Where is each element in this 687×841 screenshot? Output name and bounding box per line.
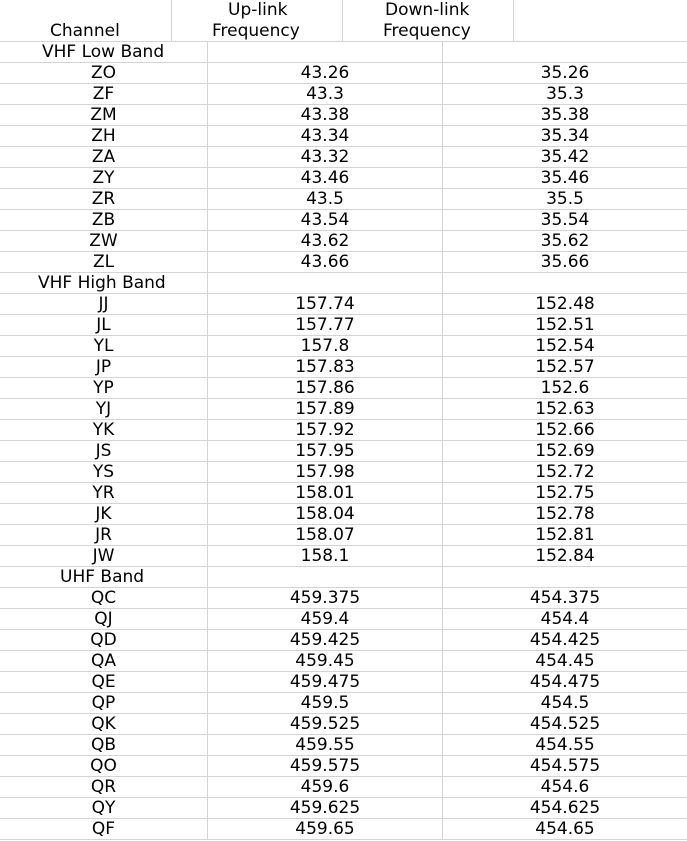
downlink-cell	[443, 42, 687, 63]
downlink-cell: 152.54	[443, 336, 687, 357]
uplink-cell: 459.475	[208, 672, 443, 693]
downlink-cell: 152.78	[443, 504, 687, 525]
uplink-cell: 43.26	[208, 63, 443, 84]
downlink-cell: 35.5	[443, 189, 687, 210]
downlink-cell: 454.4	[443, 609, 687, 630]
uplink-cell: 158.07	[208, 525, 443, 546]
channel-cell: ZA	[0, 147, 208, 168]
table-row	[0, 651, 687, 672]
downlink-cell: 454.375	[443, 588, 687, 609]
table-row	[0, 231, 687, 252]
table-row	[0, 819, 687, 840]
uplink-cell: 43.62	[208, 231, 443, 252]
channel-cell: ZR	[0, 189, 208, 210]
uplink-cell: 459.6	[208, 777, 443, 798]
uplink-cell: 459.425	[208, 630, 443, 651]
table-row	[0, 609, 687, 630]
channel-cell: YR	[0, 483, 208, 504]
channel-cell: ZL	[0, 252, 208, 273]
downlink-cell: 454.625	[443, 798, 687, 819]
downlink-cell: 454.425	[443, 630, 687, 651]
channel-cell: YS	[0, 462, 208, 483]
downlink-cell: 454.525	[443, 714, 687, 735]
downlink-cell: 35.38	[443, 105, 687, 126]
section-row	[0, 567, 687, 588]
channel-cell: ZF	[0, 84, 208, 105]
uplink-cell: 157.74	[208, 294, 443, 315]
channel-cell: QR	[0, 777, 208, 798]
uplink-cell: 43.66	[208, 252, 443, 273]
channel-cell: JP	[0, 357, 208, 378]
downlink-cell: 35.34	[443, 126, 687, 147]
table-row	[0, 777, 687, 798]
channel-cell: QK	[0, 714, 208, 735]
uplink-cell: 157.89	[208, 399, 443, 420]
channel-cell: JS	[0, 441, 208, 462]
header-channel	[0, 0, 172, 42]
downlink-cell: 152.84	[443, 546, 687, 567]
downlink-cell: 454.65	[443, 819, 687, 840]
downlink-cell: 152.48	[443, 294, 687, 315]
section-row	[0, 42, 687, 63]
channel-cell: YK	[0, 420, 208, 441]
uplink-cell: 157.83	[208, 357, 443, 378]
table-row	[0, 126, 687, 147]
header-channel-label: Channel	[50, 21, 120, 41]
downlink-cell: 35.42	[443, 147, 687, 168]
uplink-cell: 158.1	[208, 546, 443, 567]
channel-cell: ZM	[0, 105, 208, 126]
downlink-cell: 35.66	[443, 252, 687, 273]
downlink-cell	[443, 567, 687, 588]
channel-cell: QE	[0, 672, 208, 693]
header-downlink-line2: Frequency	[383, 21, 471, 41]
table-row	[0, 378, 687, 399]
table-row	[0, 189, 687, 210]
downlink-cell: 35.3	[443, 84, 687, 105]
downlink-cell: 152.72	[443, 462, 687, 483]
downlink-cell: 152.6	[443, 378, 687, 399]
table-row	[0, 147, 687, 168]
downlink-cell: 454.575	[443, 756, 687, 777]
channel-cell: JJ	[0, 294, 208, 315]
channel-cell: QA	[0, 651, 208, 672]
uplink-cell: 43.3	[208, 84, 443, 105]
channel-cell: ZH	[0, 126, 208, 147]
table-row	[0, 210, 687, 231]
uplink-cell: 43.32	[208, 147, 443, 168]
uplink-cell: 459.5	[208, 693, 443, 714]
section-label: UHF Band	[0, 567, 208, 588]
table-row	[0, 294, 687, 315]
channel-cell: QJ	[0, 609, 208, 630]
header-uplink-line1: Up-link	[228, 0, 288, 20]
table-row	[0, 336, 687, 357]
channel-cell: QO	[0, 756, 208, 777]
table-row	[0, 756, 687, 777]
table-row	[0, 588, 687, 609]
uplink-cell: 459.45	[208, 651, 443, 672]
downlink-cell: 35.54	[443, 210, 687, 231]
channel-cell: QP	[0, 693, 208, 714]
table-row	[0, 483, 687, 504]
uplink-cell: 459.525	[208, 714, 443, 735]
uplink-cell: 43.34	[208, 126, 443, 147]
channel-cell: ZY	[0, 168, 208, 189]
table-row	[0, 420, 687, 441]
table-row	[0, 714, 687, 735]
downlink-cell	[443, 273, 687, 294]
section-label: VHF High Band	[0, 273, 208, 294]
header-uplink	[172, 0, 343, 42]
table-row	[0, 693, 687, 714]
downlink-cell: 152.75	[443, 483, 687, 504]
uplink-cell	[208, 273, 443, 294]
table-row	[0, 168, 687, 189]
table-row	[0, 504, 687, 525]
channel-cell: JL	[0, 315, 208, 336]
downlink-cell: 454.6	[443, 777, 687, 798]
uplink-cell: 459.575	[208, 756, 443, 777]
downlink-cell: 152.69	[443, 441, 687, 462]
channel-cell: YJ	[0, 399, 208, 420]
uplink-cell: 459.65	[208, 819, 443, 840]
table-row	[0, 357, 687, 378]
table-row	[0, 441, 687, 462]
channel-cell: JW	[0, 546, 208, 567]
table-row	[0, 399, 687, 420]
uplink-cell: 43.54	[208, 210, 443, 231]
uplink-cell	[208, 567, 443, 588]
channel-cell: QF	[0, 819, 208, 840]
uplink-cell: 157.98	[208, 462, 443, 483]
uplink-cell: 459.55	[208, 735, 443, 756]
uplink-cell: 459.375	[208, 588, 443, 609]
downlink-cell: 152.66	[443, 420, 687, 441]
header-downlink	[343, 0, 514, 42]
downlink-cell: 454.55	[443, 735, 687, 756]
uplink-cell: 157.95	[208, 441, 443, 462]
downlink-cell: 454.475	[443, 672, 687, 693]
uplink-cell: 157.86	[208, 378, 443, 399]
downlink-cell: 35.26	[443, 63, 687, 84]
table-row	[0, 252, 687, 273]
table-row	[0, 798, 687, 819]
channel-cell: QY	[0, 798, 208, 819]
table-row	[0, 63, 687, 84]
channel-cell: QC	[0, 588, 208, 609]
section-row	[0, 273, 687, 294]
downlink-cell: 152.57	[443, 357, 687, 378]
channel-cell: JR	[0, 525, 208, 546]
downlink-cell: 454.5	[443, 693, 687, 714]
channel-cell: YP	[0, 378, 208, 399]
table-row	[0, 315, 687, 336]
uplink-cell: 43.46	[208, 168, 443, 189]
downlink-cell: 35.62	[443, 231, 687, 252]
channel-cell: YL	[0, 336, 208, 357]
table-row	[0, 672, 687, 693]
table-row	[0, 525, 687, 546]
downlink-cell: 35.46	[443, 168, 687, 189]
uplink-cell: 158.01	[208, 483, 443, 504]
header-empty	[514, 0, 687, 42]
section-label: VHF Low Band	[0, 42, 208, 63]
uplink-cell: 157.92	[208, 420, 443, 441]
uplink-cell: 157.8	[208, 336, 443, 357]
table-row	[0, 630, 687, 651]
table-row	[0, 735, 687, 756]
channel-cell: ZB	[0, 210, 208, 231]
uplink-cell: 158.04	[208, 504, 443, 525]
uplink-cell: 459.625	[208, 798, 443, 819]
downlink-cell: 454.45	[443, 651, 687, 672]
channel-cell: QB	[0, 735, 208, 756]
downlink-cell: 152.81	[443, 525, 687, 546]
table-row	[0, 546, 687, 567]
channel-cell: ZO	[0, 63, 208, 84]
downlink-cell: 152.51	[443, 315, 687, 336]
table-row	[0, 84, 687, 105]
downlink-cell: 152.63	[443, 399, 687, 420]
table-row	[0, 462, 687, 483]
uplink-cell: 43.38	[208, 105, 443, 126]
header-uplink-line2: Frequency	[212, 21, 300, 41]
uplink-cell: 43.5	[208, 189, 443, 210]
uplink-cell: 459.4	[208, 609, 443, 630]
uplink-cell: 157.77	[208, 315, 443, 336]
channel-cell: ZW	[0, 231, 208, 252]
uplink-cell	[208, 42, 443, 63]
table-row	[0, 105, 687, 126]
channel-cell: JK	[0, 504, 208, 525]
header-downlink-line1: Down-link	[385, 0, 470, 20]
channel-cell: QD	[0, 630, 208, 651]
